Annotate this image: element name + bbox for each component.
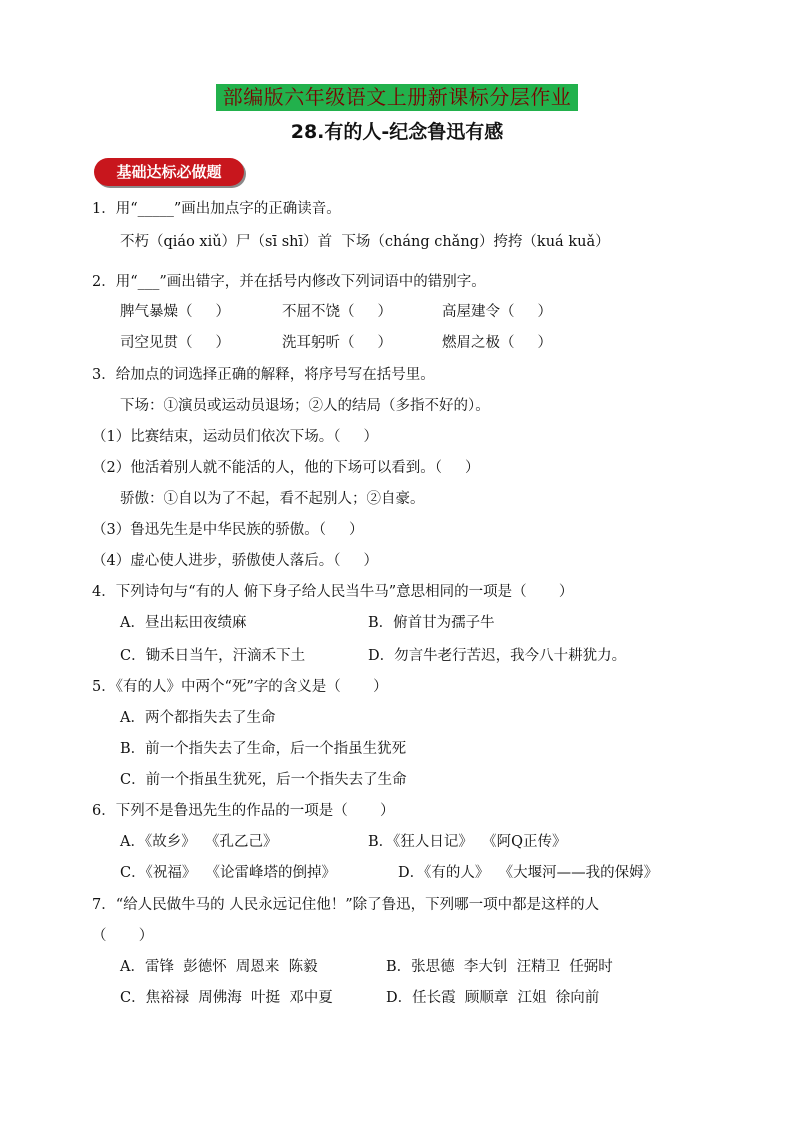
question-2-item: 不屈不饶（ ）: [282, 304, 393, 320]
question-5-option-b: B．前一个指失去了生命，后一个指虽生犹死: [120, 741, 407, 757]
section-badge: 基础达标必做题: [94, 158, 244, 186]
page-title: 28.有的人-纪念鲁迅有感: [290, 121, 504, 143]
question-2-item: 司空见贯（ ）: [120, 335, 231, 351]
question-7-option-c: C．焦裕禄 周佛海 叶挺 邓中夏: [120, 990, 333, 1006]
question-6-prompt: 6．下列不是鲁迅先生的作品的一项是（ ）: [92, 803, 395, 819]
question-3-sentence: （4）虚心使人进步，骄傲使人落后。（ ）: [92, 553, 379, 569]
question-6-option-c: C．《祝福》 《论雷峰塔的倒掉》: [120, 865, 337, 881]
question-7-answer-paren: （ ）: [92, 928, 154, 944]
question-2-prompt: 2．用“___”画出错字，并在括号内修改下列词语中的错别字。: [92, 274, 486, 290]
question-3-sentence: （2）他活着别人就不能活的人，他的下场可以看到。（ ）: [92, 460, 480, 476]
question-3-prompt: 3．给加点的词选择正确的解释，将序号写在括号里。: [92, 367, 435, 383]
question-4-option-a: A．昼出耘田夜绩麻: [120, 615, 247, 631]
question-6-option-a: A．《故乡》 《孔乙己》: [120, 834, 278, 850]
question-7-option-b: B．张思德 李大钊 汪精卫 任弼时: [386, 959, 613, 975]
banner-title: 部编版六年级语文上册新课标分层作业: [216, 84, 578, 111]
question-7-prompt: 7．“给人民做牛马的 人民永远记住他！”除了鲁迅，下列哪一项中都是这样的人: [92, 897, 600, 913]
question-3-definition: 骄傲：①自以为了不起，看不起别人；②自豪。: [120, 491, 425, 507]
question-7-option-a: A．雷锋 彭德怀 周恩来 陈毅: [120, 959, 318, 975]
question-2-item: 燃眉之极（ ）: [442, 335, 553, 351]
question-1-prompt: 1．用“_____”画出加点字的正确读音。: [92, 201, 341, 217]
question-3-sentence: （3）鲁迅先生是中华民族的骄傲。（ ）: [92, 522, 364, 538]
question-6-option-b: B．《狂人日记》 《阿Q正传》: [368, 834, 567, 850]
question-5-option-c: C．前一个指虽生犹死，后一个指失去了生命: [120, 772, 407, 788]
question-3-definition: 下场：①演员或运动员退场；②人的结局（多指不好的）。: [120, 398, 490, 414]
question-3-sentence: （1）比赛结束，运动员们依次下场。（ ）: [92, 429, 379, 445]
question-2-item: 洗耳躬听（ ）: [282, 335, 393, 351]
question-5-option-a: A．两个都指失去了生命: [120, 710, 276, 726]
question-1-items: 不朽（qiáo xiǔ）尸（sī shī）首 下场（cháng chǎng）挎挎（kuá kuǎ）: [120, 234, 610, 250]
question-4-prompt: 4．下列诗句与“有的人 俯下身子给人民当牛马”意思相同的一项是（ ）: [92, 584, 574, 600]
question-7-option-d: D．任长霞 顾顺章 江姐 徐向前: [386, 990, 600, 1006]
question-5-prompt: 5．《有的人》中两个“死”字的含义是（ ）: [92, 679, 388, 695]
question-4-option-c: C．锄禾日当午，汗滴禾下土: [120, 648, 306, 664]
question-4-option-d: D．勿言牛老行苦迟，我今八十耕犹力。: [368, 648, 627, 664]
question-2-item: 高屋建令（ ）: [442, 304, 553, 320]
question-2-item: 脾气暴燥（ ）: [120, 304, 231, 320]
question-6-option-d: D．《有的人》 《大堰河——我的保姆》: [398, 865, 659, 881]
question-4-option-b: B．俯首甘为孺子牛: [368, 615, 495, 631]
